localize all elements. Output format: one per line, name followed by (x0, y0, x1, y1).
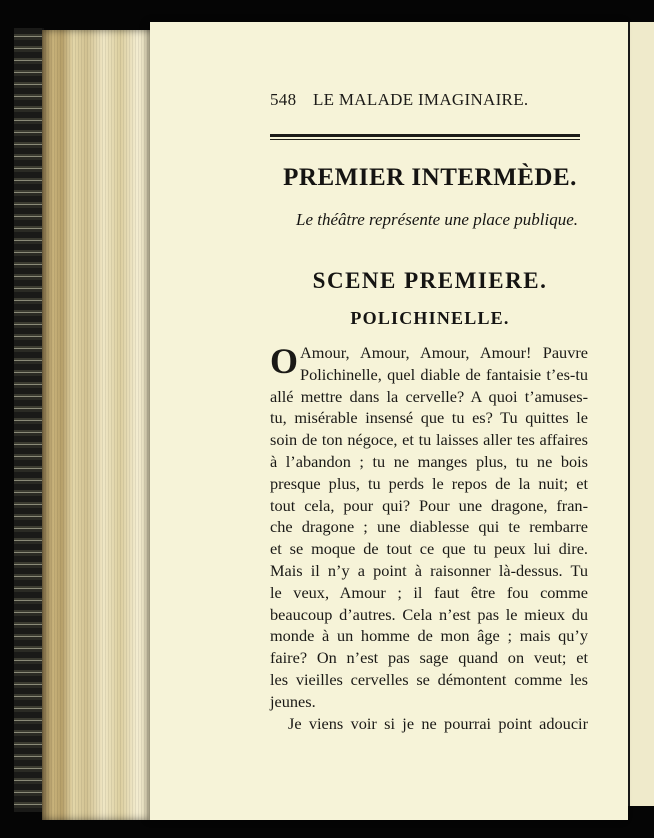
text-line: presque plus, tu perds le repos de la nuit; et (270, 473, 588, 493)
text-line: allé mettre dans la cervelle? A quoi t’amuses- (270, 386, 588, 406)
text-line: faire? On n’est pas sage quand on veut; et (270, 648, 588, 668)
dialogue-text (270, 342, 588, 734)
text-line: monde à un homme de mon âge ; mais qu’y (270, 626, 588, 646)
header-rule-thin (270, 139, 580, 140)
text-line: à l’abandon ; tu ne manges plus, tu ne bois (270, 451, 588, 471)
text-line: beaucoup d’autres. Cela n’est pas le mieux du (270, 604, 588, 624)
text-line: soin de ton négoce, et tu laisses aller tes affaires (270, 430, 588, 450)
interlude-title: PREMIER INTERMÈDE. (283, 164, 577, 191)
text-line: che dragone ; une diablesse qui te rembarre (270, 517, 588, 537)
text-line: tu, misérable insensé que tu es? Tu quittes le (270, 408, 588, 428)
book-spine (14, 28, 44, 812)
stage-direction: Le théâtre représente une place publique. (296, 210, 578, 229)
text-line: Amour, Amour, Amour, Amour! Pauvre (300, 343, 588, 362)
text-line: et se moque de tout ce que tu peux lui dire. (270, 539, 588, 559)
text-line: tout cela, pour qui? Pour une dragone, fran- (270, 495, 588, 515)
text-line: le veux, Amour ; il faut être fou comme (270, 582, 588, 602)
page-edges (42, 30, 154, 820)
running-title: LE MALADE IMAGINAIRE. (312, 90, 529, 109)
text-line: Polichinelle, quel diable de fantaisie t’es-tu (300, 364, 588, 384)
header-rule-thick (270, 134, 580, 137)
text-line: jeunes. (270, 691, 316, 711)
text-line: Mais il n’y a point à raisonner là-dessus. Tu (270, 560, 588, 580)
page-number: 548 (270, 90, 297, 109)
text-line: les vieilles cervelles se démontent comme les (270, 669, 588, 689)
running-header (270, 90, 570, 110)
book-page (150, 22, 628, 820)
character-name: POLICHINELLE. (350, 308, 510, 328)
drop-cap: O (270, 341, 299, 381)
scene-heading: SCENE PREMIERE. (312, 268, 548, 293)
next-page-edge (628, 22, 654, 806)
text-line: Je viens voir si je ne pourrai point adoucir (288, 713, 588, 733)
